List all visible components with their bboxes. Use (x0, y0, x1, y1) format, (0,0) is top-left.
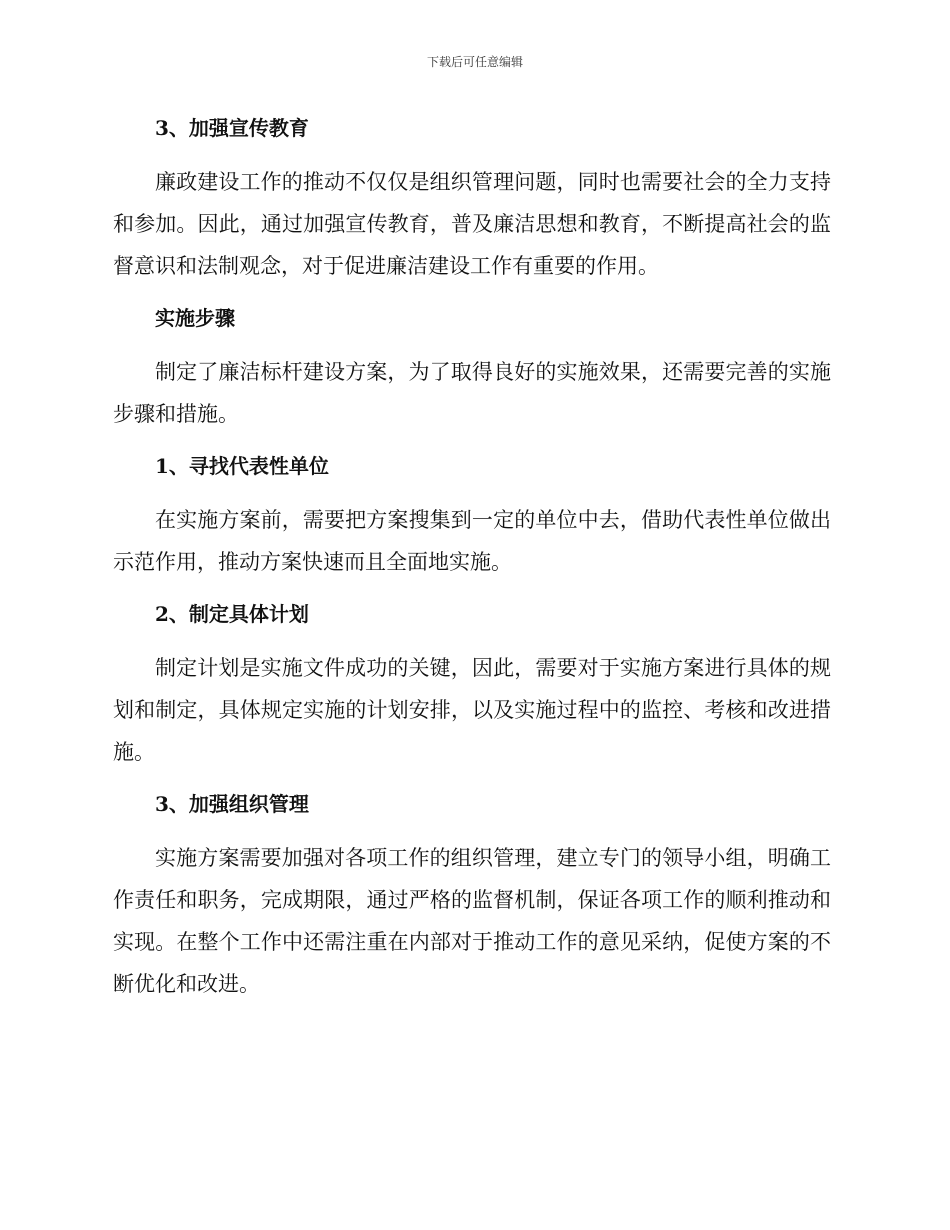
section-paragraph: 制定计划是实施文件成功的关键，因此，需要对于实施方案进行具体的规划和制定，具体规定实施的计划安排，以及实施过程中的监控、考核和改进措施。 (113, 656, 831, 764)
header-note: 下载后可任意编辑 (426, 55, 523, 69)
section-heading: 2、制定具体计划 (155, 602, 309, 626)
section-paragraph: 实施方案需要加强对各项工作的组织管理，建立专门的领导小组，明确工作责任和职务，完成期限，通过严格的监督机制，保证各项工作的顺利推动和实现。在整个工作中还需注重在内部对于推动工作的意见采纳，促使方案的不断优化和改进。 (113, 846, 831, 996)
section-paragraph: 制定了廉洁标杆建设方案，为了取得良好的实施效果，还需要完善的实施步骤和措施。 (113, 360, 831, 426)
document-body (113, 109, 831, 1017)
section-heading: 实施步骤 (155, 306, 235, 330)
section-paragraph: 廉政建设工作的推动不仅仅是组织管理问题，同时也需要社会的全力支持和参加。因此，通过加强宣传教育，普及廉洁思想和教育，不断提高社会的监督意识和法制观念，对于促进廉洁建设工作有重要的作用。 (113, 170, 831, 278)
section-heading: 3、加强宣传教育 (155, 116, 309, 140)
section-heading: 3、加强组织管理 (155, 792, 309, 816)
section-heading: 1、寻找代表性单位 (155, 454, 329, 478)
section-paragraph: 在实施方案前，需要把方案搜集到一定的单位中去，借助代表性单位做出示范作用，推动方案快速而且全面地实施。 (113, 508, 831, 574)
